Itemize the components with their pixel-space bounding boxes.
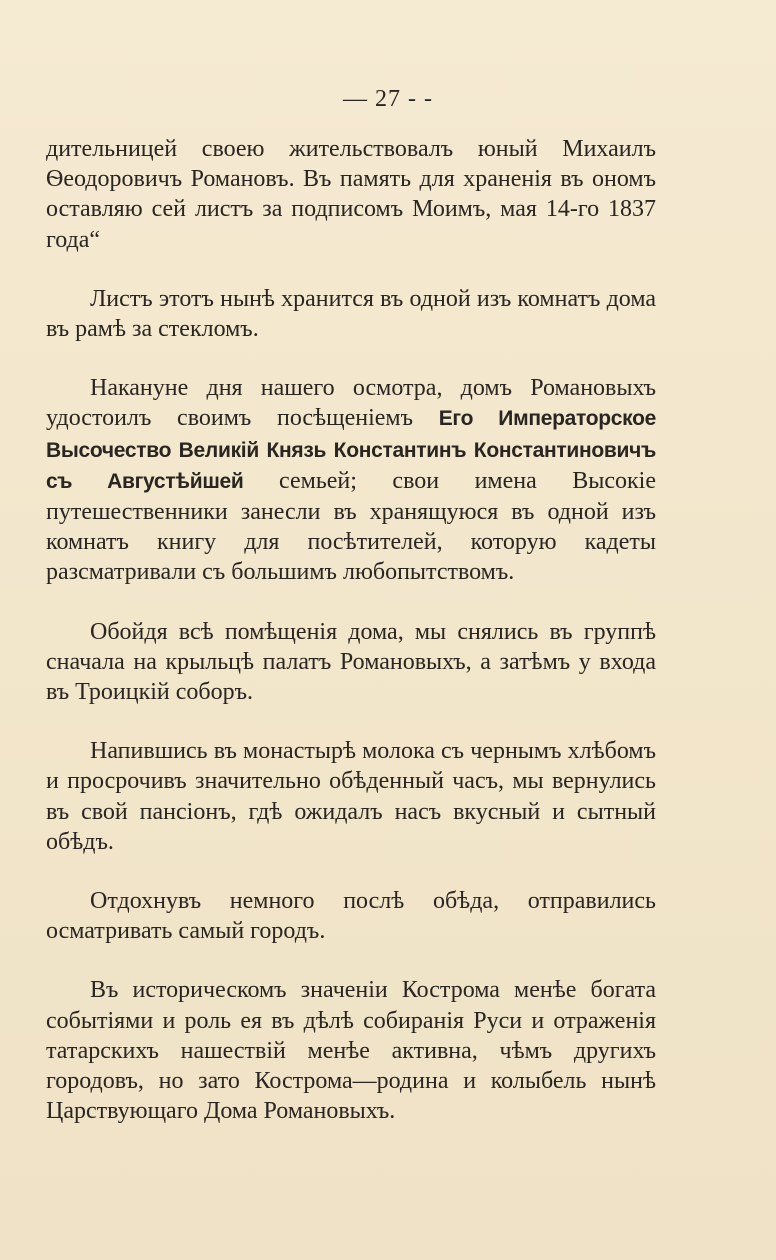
paragraph-after-dinner: Отдохнувъ немного послѣ обѣда, отправились осматривать самый городъ. [46,888,656,945]
paragraph-group-photo: Обойдя всѣ помѣщенія дома, мы снялись въ группѣ сначала на крыльцѣ палатъ Романовыхъ, а затѣмъ у входа въ Троицкій соборъ. [46,618,656,706]
paragraph-list-frame: Листъ этотъ нынѣ хранится въ одной изъ комнатъ дома въ рамѣ за стекломъ. [46,285,656,343]
paragraph-continuation: дительницей своею жительствовалъ юный Михаилъ Ѳеодоровичъ Романовъ. Въ память для храненія въ ономъ оставляю сей листъ за подписомъ Моимъ, мая 14-го 1837 года“ [46,136,656,253]
paragraph-royal-visit [46,373,656,587]
paragraph-kostroma-history: Въ историческомъ значеніи Кострома менѣе богата событіями и роль ея въ дѣлѣ собиранія Руси и отраженія татарскихъ нашествій менѣе активна, чѣмъ другихъ городовъ, но зато Кострома—родина и колыбель нынѣ Царствующаго Дома Романовыхъ. [46,977,656,1125]
paragraph-monastery-milk: Напившись въ монастырѣ молока съ чернымъ хлѣбомъ и просрочивъ значительно обѣденный часъ, мы вернулись въ свой пансіонъ, гдѣ ожидалъ насъ вкусный и сытный обѣдъ. [46,738,656,855]
page-number: — 27 - - [343,86,433,112]
royal-visit-text-end: семьей; свои имена Высокіе путешественники занесли въ хранящуюся въ одной изъ комнатъ книгу для посѣтителей, которую кадеты разсматривали съ большимъ любопытствомъ. [46,467,657,586]
page-body [46,134,656,1126]
royal-visit-text-start: Накануне дня нашего осмотра, домъ Романовыхъ удостоилъ своимъ посѣщеніемъ [46,375,656,432]
royal-visit-title: Его Императорское Высочество Великій Князь Константинъ Константиновичъ съ Августѣйшей [46,407,656,493]
